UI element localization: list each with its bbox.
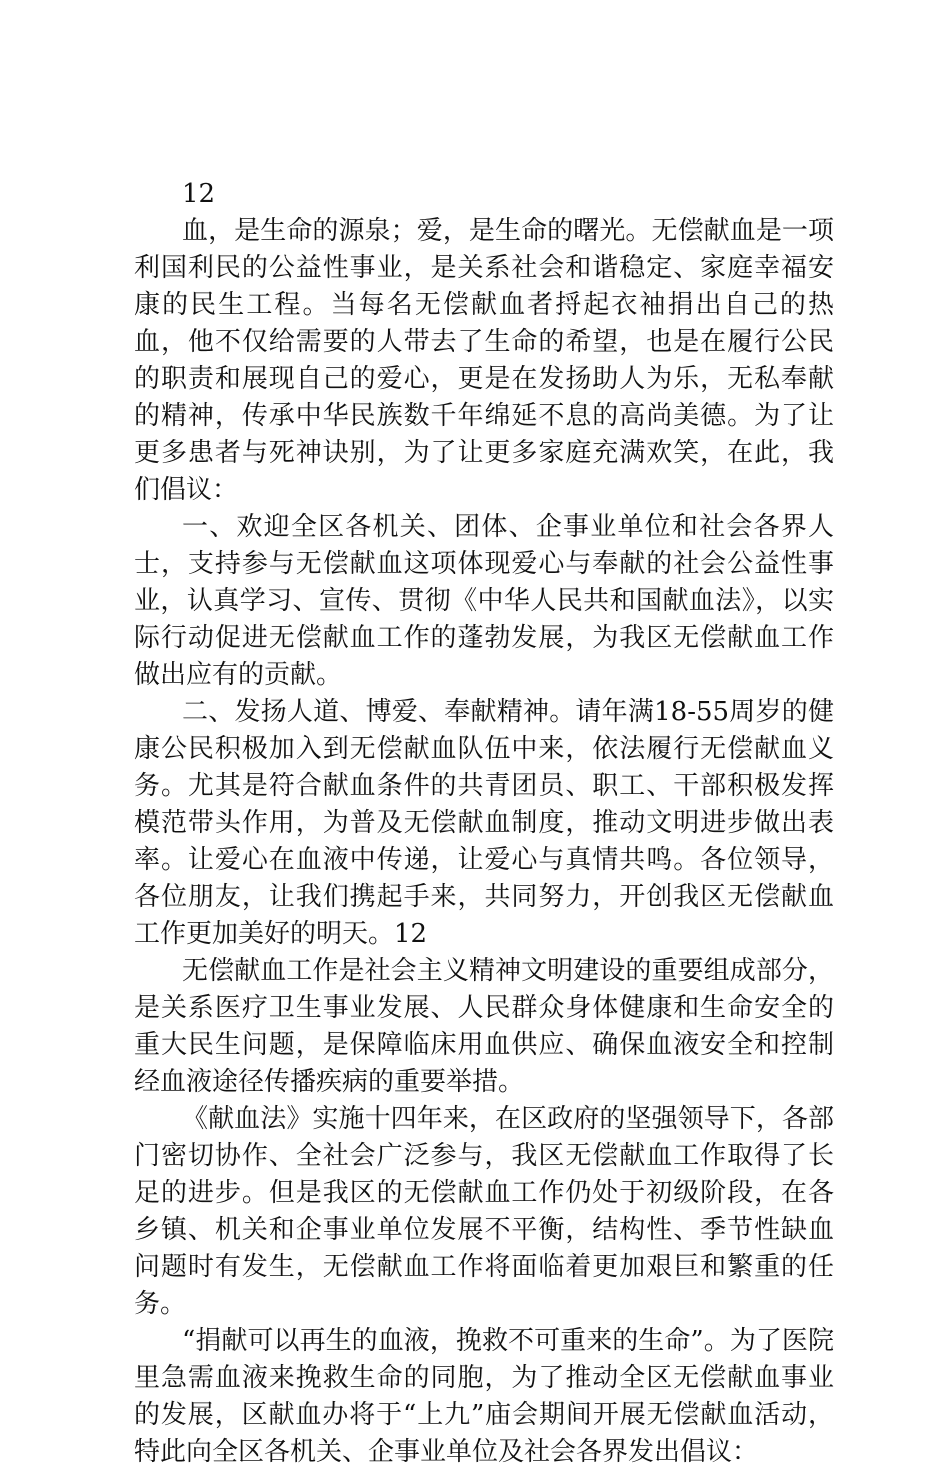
paragraph-appeal: “捐献可以再生的血液，挽救不可重来的生命”。为了医院里急需血液来挽救生命的同胞，为了推动全区无偿献血事业的发展，区献血办将于“上九”庙会期间开展无偿献血活动，特此向全区各机关、企事业单位及社会各界发出倡议： [134,1326,834,1467]
paragraph-progress: 《献血法》实施十四年来，在区政府的坚强领导下，各部门密切协作、全社会广泛参与，我区无偿献血工作取得了长足的进步。但是我区的无偿献血工作仍处于初级阶段，在各乡镇、机关和企事业单位发展不平衡，结构性、季节性缺血问题时有发生，无偿献血工作将面临着更加艰巨和繁重的任务。 [134,1104,834,1319]
paragraph-intro: 血，是生命的源泉；爱，是生命的曙光。无偿献血是一项利国利民的公益性事业，是关系社会和谐稳定、家庭幸福安康的民生工程。当每名无偿献血者捋起衣袖捐出自己的热血，他不仅给需要的人带去了生命的希望，也是在履行公民的职责和展现自己的爱心，更是在发扬助人为乐，无私奉献的精神，传承中华民族数千年绵延不息的高尚美德。为了让更多患者与死神诀别，为了让更多家庭充满欢笑，在此，我们倡议： [134,216,834,505]
paragraph-proposal-1: 一、欢迎全区各机关、团体、企事业单位和社会各界人士，支持参与无偿献血这项体现爱心与奉献的社会公益性事业，认真学习、宣传、贯彻《中华人民共和国献血法》，以实际行动促进无偿献血工作的蓬勃发展，为我区无偿献血工作做出应有的贡献。 [134,512,834,690]
page-number: 12 [182,179,216,209]
paragraph-proposal-2: 二、发扬人道、博爱、奉献精神。请年满18-55周岁的健康公民积极加入到无偿献血队伍中来，依法履行无偿献血义务。尤其是符合献血条件的共青团员、职工、干部积极发挥模范带头作用，为普及无偿献血制度，推动文明进步做出表率。让爱心在血液中传递，让爱心与真情共鸣。各位领导，各位朋友，让我们携起手来，共同努力，开创我区无偿献血工作更加美好的明天。12 [134,697,834,949]
document-page [134,176,834,1471]
paragraph-importance: 无偿献血工作是社会主义精神文明建设的重要组成部分，是关系医疗卫生事业发展、人民群众身体健康和生命安全的重大民生问题，是保障临床用血供应、确保血液安全和控制经血液途径传播疾病的重要举措。 [134,956,834,1097]
